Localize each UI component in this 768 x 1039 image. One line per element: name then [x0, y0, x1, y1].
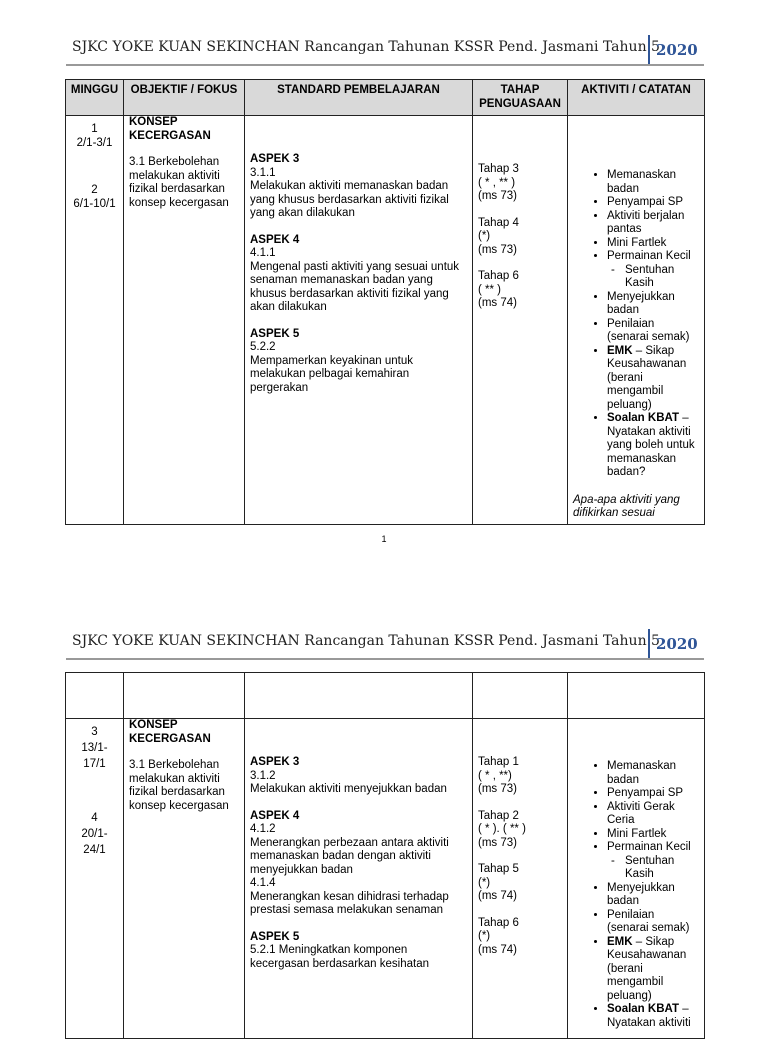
standard-code: 4.1.2 [250, 823, 276, 835]
week-dates: 6/1-10/1 [73, 197, 116, 210]
aktiviti-cell [568, 719, 705, 1039]
list-item [607, 841, 699, 882]
tahap-level: Tahap 1 [478, 756, 519, 768]
sub-item: - Sentuhan Kasih [611, 264, 699, 291]
header-rule [66, 64, 704, 66]
week-number: 4 [91, 812, 98, 824]
list-item: • Aktiviti Gerak Ceria [607, 801, 699, 828]
emk-label: EMK [607, 344, 633, 357]
objektif-cell [124, 116, 245, 525]
aktiviti-cell [568, 116, 705, 525]
plan-table [65, 672, 705, 1039]
tahap-level: Tahap 6 [478, 916, 519, 929]
standard-text: Menerangkan kesan dihidrasi terhadap prestasi semasa melakukan senaman [250, 890, 449, 916]
sub-item: - Sentuhan Kasih [611, 855, 699, 882]
focus-title: KONSEP KECERGASAN [129, 719, 211, 745]
tahap-level: Tahap 2 [478, 809, 519, 822]
empty-header-row [66, 673, 705, 719]
page-number: 1 [381, 534, 387, 544]
list-item: • Memanaskan badan [607, 169, 699, 196]
page-header [66, 629, 704, 659]
list-item: • Penilaian (senarai semak) [607, 909, 699, 936]
list-item: • Aktiviti berjalan pantas [607, 210, 699, 237]
focus-text: 3.1 Berkebolehan melakukan aktiviti fizikal berdasarkan konsep kecergasan [129, 156, 229, 209]
week-dates: 13/1- [81, 742, 108, 754]
standard-text: 5.2.1 Meningkatkan komponen kecergasan berdasarkan kesihatan [250, 944, 430, 970]
minggu-cell [66, 116, 124, 525]
header-year: 2020 [656, 41, 698, 59]
plan-table [65, 79, 705, 525]
standard-text: Menerangkan perbezaan antara aktiviti memanaskan badan dengan aktiviti menyejukkan badan [250, 836, 449, 876]
list-item: • Mini Fartlek [607, 828, 699, 842]
standard-text: Melakukan aktiviti menyejukkan badan [250, 783, 447, 795]
objektif-cell [124, 719, 245, 1039]
week-number: 3 [91, 726, 98, 738]
header-year-box [648, 629, 704, 659]
week-dates: 17/1 [83, 758, 106, 770]
aspek-heading: ASPEK 4 [250, 809, 300, 822]
tahap-cell [473, 116, 568, 525]
list-item: • Memanaskan badan [607, 760, 699, 787]
focus-title: KONSEP KECERGASAN [129, 116, 211, 142]
activity-list [573, 169, 699, 480]
col-tahap: TAHAP PENGUASAAN [473, 80, 568, 116]
emk-text: – Sikap Keusahawanan (berani mengambil peluang) [607, 344, 687, 411]
table-row [66, 116, 705, 525]
standard-code: 4.1.4 [250, 877, 276, 889]
header-title: SJKC YOKE KUAN SEKINCHAN Rancangan Tahunan KSSR Pend. Jasmani Tahun 5 [72, 39, 660, 55]
tahap-level: Tahap 6 [478, 270, 519, 282]
week-dates: 2/1-3/1 [76, 136, 113, 149]
tahap-level: Tahap 5 [478, 863, 519, 875]
list-item: • Mini Fartlek [607, 237, 699, 251]
week-dates: 24/1 [83, 844, 106, 856]
tahap-mark: ( ** ) [478, 283, 501, 296]
list-item [607, 250, 699, 291]
emk-text: – Sikap Keusahawanan (berani mengambil peluang) [607, 935, 687, 1002]
tahap-ms: (ms 73) [478, 190, 517, 202]
tahap-mark: ( * , ** ) [478, 176, 516, 189]
activity-note: Apa-apa aktiviti yang difikirkan sesuai [573, 493, 680, 519]
header-title: SJKC YOKE KUAN SEKINCHAN Rancangan Tahunan KSSR Pend. Jasmani Tahun 5 [72, 633, 660, 649]
col-minggu: MINGGU [66, 80, 124, 116]
table-row [66, 719, 705, 1039]
list-item-text: Permainan Kecil [607, 841, 691, 853]
list-item-text: Permainan Kecil [607, 250, 691, 262]
list-item: • Penyampai SP [607, 196, 699, 210]
tahap-ms: (ms 74) [478, 943, 517, 956]
kbat-label: Soalan KBAT [607, 412, 679, 424]
tahap-mark: (*) [478, 230, 491, 242]
tahap-ms: (ms 73) [478, 783, 517, 795]
tahap-level: Tahap 4 [478, 216, 519, 229]
header-year-box [648, 35, 704, 65]
aspek-heading: ASPEK 5 [250, 327, 300, 340]
focus-text: 3.1 Berkebolehan melakukan aktiviti fizikal berdasarkan konsep kecergasan [129, 759, 229, 812]
list-item: • Penyampai SP [607, 787, 699, 801]
emk-label: EMK [607, 935, 633, 948]
kbat-text: – Nyatakan aktiviti yang boleh untuk memanaskan badan? [607, 412, 695, 478]
standard-cell [245, 116, 473, 525]
list-item: • Menyejukkan badan [607, 291, 699, 318]
list-item [607, 412, 699, 480]
kbat-text: – Nyatakan aktiviti [607, 1003, 691, 1029]
week-number: 2 [91, 184, 98, 196]
standard-code: 3.1.1 [250, 166, 276, 179]
standard-code: 5.2.2 [250, 341, 276, 353]
tahap-ms: (ms 73) [478, 836, 517, 849]
tahap-cell [473, 719, 568, 1039]
list-item [607, 1003, 699, 1030]
tahap-level: Tahap 3 [478, 163, 519, 175]
tahap-mark: (*) [478, 876, 491, 889]
list-item [607, 936, 699, 1004]
list-item: • Menyejukkan badan [607, 882, 699, 909]
page-header [66, 35, 704, 65]
week-dates: 20/1- [81, 828, 108, 840]
standard-code: 3.1.2 [250, 769, 276, 782]
list-item: • Penilaian (senarai semak) [607, 318, 699, 345]
list-item [607, 345, 699, 413]
col-standard: STANDARD PEMBELAJARAN [245, 80, 473, 116]
standard-cell [245, 719, 473, 1039]
aspek-heading: ASPEK 3 [250, 153, 300, 165]
standard-text: Melakukan aktiviti memanaskan badan yang khusus berdasarkan aktiviti fizikal yang akan dilakukan [250, 180, 449, 219]
week-number: 1 [91, 123, 98, 135]
tahap-mark: (*) [478, 930, 491, 942]
standard-text: Mempamerkan keyakinan untuk melakukan pelbagai kemahiran pergerakan [250, 354, 413, 394]
tahap-ms: (ms 73) [478, 243, 517, 256]
header-year: 2020 [656, 635, 698, 653]
standard-text: Mengenal pasti aktiviti yang sesuai untuk senaman memanaskan badan yang khusus berdasarkan aktiviti fizikal yang akan dilakukan [250, 260, 460, 313]
header-rule [66, 658, 704, 660]
tahap-ms: (ms 74) [478, 890, 517, 902]
tahap-mark: ( * , **) [478, 769, 512, 782]
aspek-heading: ASPEK 3 [250, 756, 300, 768]
standard-code: 4.1.1 [250, 247, 276, 259]
col-objektif: OBJEKTIF / FOKUS [124, 80, 245, 116]
aspek-heading: ASPEK 4 [250, 233, 300, 246]
kbat-label: Soalan KBAT [607, 1003, 679, 1015]
minggu-cell [66, 719, 124, 1039]
aspek-heading: ASPEK 5 [250, 930, 300, 943]
col-aktiviti: AKTIVITI / CATATAN [568, 80, 705, 116]
activity-list [573, 760, 699, 1030]
tahap-ms: (ms 74) [478, 297, 517, 309]
tahap-mark: ( * ). ( ** ) [478, 823, 526, 835]
